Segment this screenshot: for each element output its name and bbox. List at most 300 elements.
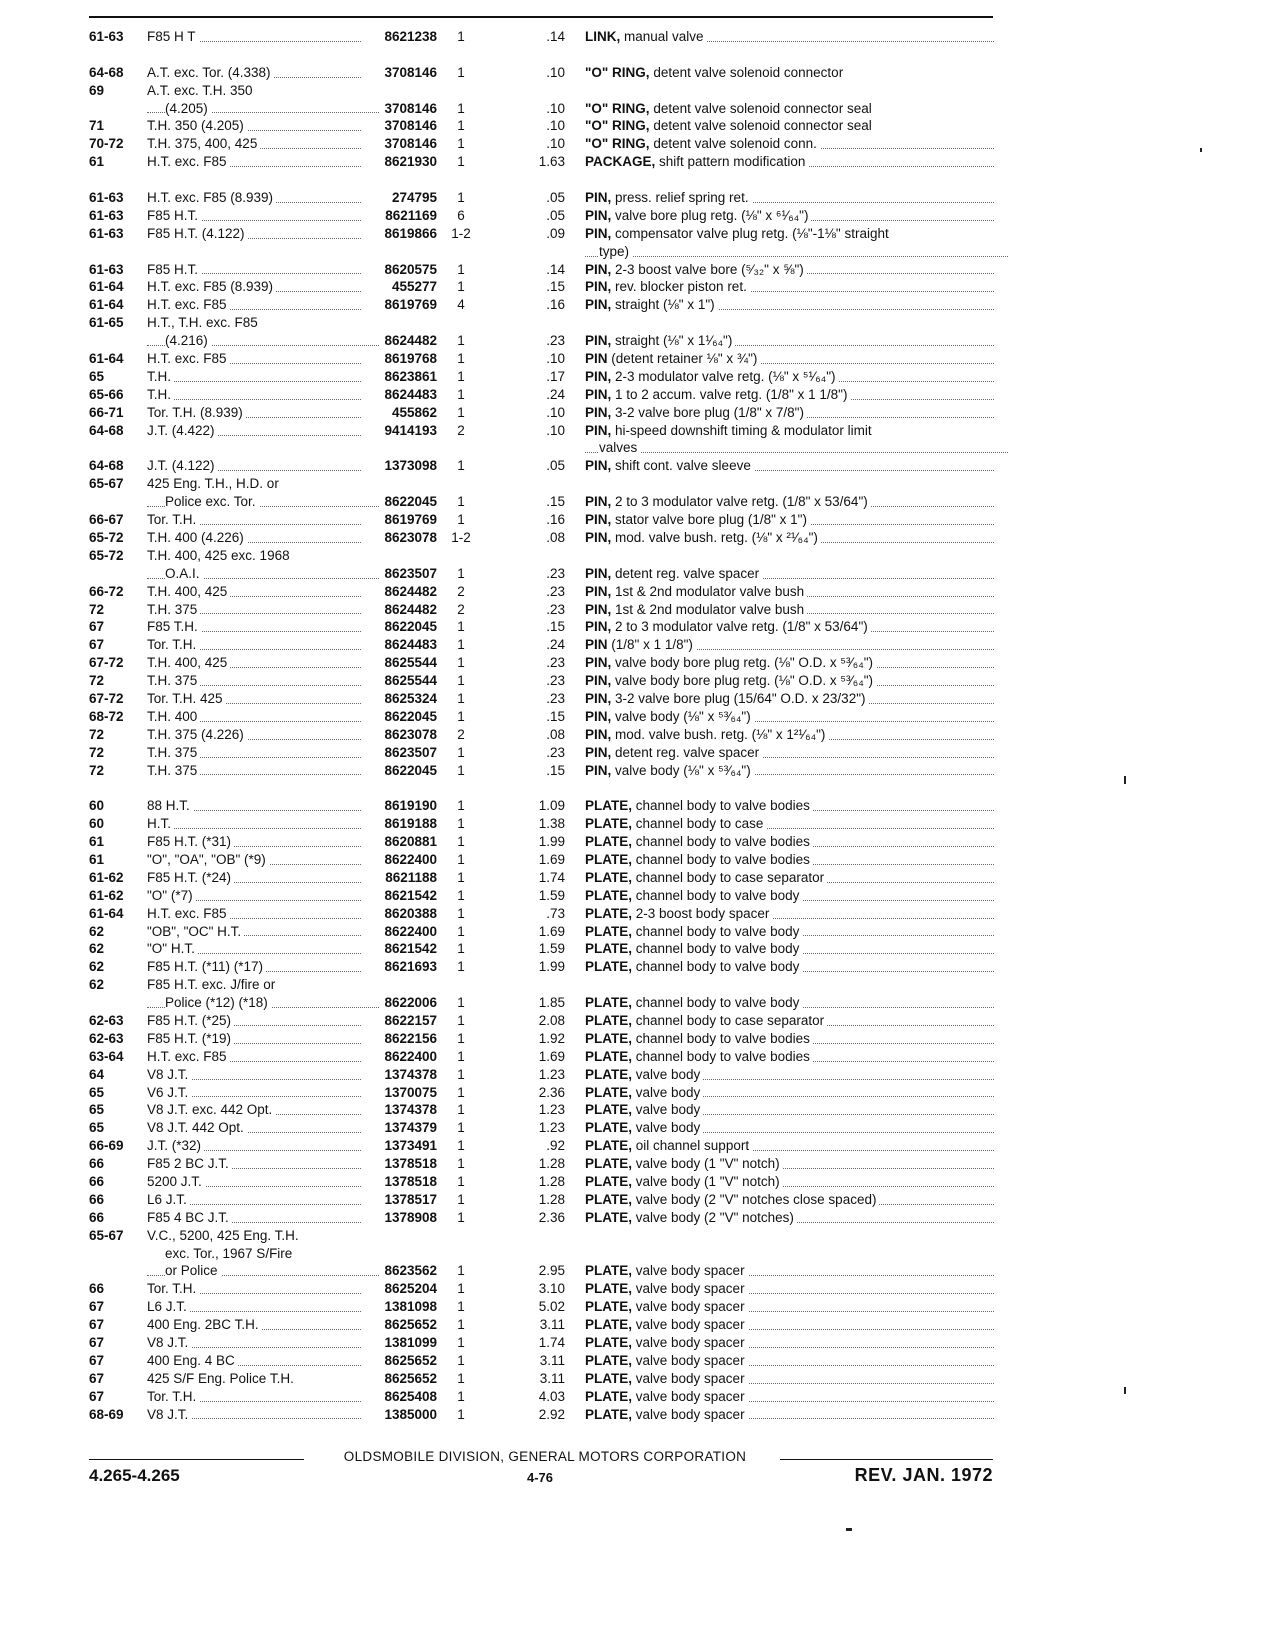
- model-year: 67: [89, 1317, 105, 1333]
- parts-row: [89, 1370, 994, 1388]
- model-year: 61-62: [89, 887, 124, 903]
- application: Police exc. Tor.: [147, 493, 383, 511]
- quantity: 1: [457, 1174, 465, 1189]
- parts-row: [89, 1155, 994, 1173]
- parts-row: [89, 869, 994, 887]
- quantity: 1-2: [451, 529, 471, 545]
- scan-speck: [846, 1528, 852, 1531]
- application: T.H. 400, 425: [147, 583, 365, 601]
- parts-row: [89, 278, 994, 296]
- quantity: 1: [457, 959, 465, 975]
- parts-row: [89, 905, 994, 923]
- quantity: 1: [457, 637, 465, 653]
- footer-section: 4.265-4.265: [89, 1466, 180, 1485]
- parts-row: [89, 636, 994, 654]
- price: 1.92: [538, 1030, 565, 1046]
- quantity: 1: [457, 619, 465, 635]
- parts-row: [89, 1262, 994, 1280]
- model-year: 64-68: [89, 458, 124, 474]
- model-year: 62: [89, 977, 105, 993]
- quantity: 1: [457, 1012, 465, 1028]
- price: 2.08: [538, 1012, 565, 1028]
- parts-row: [89, 314, 994, 332]
- description: PLATE, channel body to valve body: [585, 887, 994, 905]
- model-year: 67: [89, 1370, 105, 1386]
- application: 425 Eng. T.H., H.D. or: [147, 475, 365, 493]
- model-year: 67: [89, 1388, 105, 1404]
- description: PIN, valve body bore plug retg. (⅛" O.D. x ⁵³⁄₆₄"): [585, 654, 994, 672]
- model-year: 62: [89, 959, 105, 975]
- part-number: 8622400: [384, 923, 437, 939]
- parts-row: [89, 1173, 994, 1191]
- quantity: 1: [457, 1138, 465, 1154]
- part-number: 8621169: [385, 207, 437, 223]
- quantity: 1: [457, 1156, 465, 1172]
- model-year: 66: [89, 1156, 105, 1172]
- price: 5.02: [538, 1299, 565, 1315]
- application: V.C., 5200, 425 Eng. T.H.: [147, 1227, 365, 1245]
- parts-row: [89, 457, 994, 475]
- part-number: 8624482: [384, 333, 437, 349]
- price: 1.74: [538, 869, 565, 885]
- parts-row: [89, 1191, 994, 1209]
- part-number: 3708146: [384, 118, 437, 134]
- application: F85 2 BC J.T.: [147, 1155, 365, 1173]
- application: F85 H.T. (*24): [147, 869, 365, 887]
- quantity: 2: [457, 726, 465, 742]
- parts-row: [89, 708, 994, 726]
- application: F85 H.T. (*25): [147, 1012, 365, 1030]
- price: 3.11: [539, 1317, 565, 1333]
- description: PIN, 2 to 3 modulator valve retg. (1/8" x 53/64"): [585, 618, 994, 636]
- application: T.H.: [147, 386, 365, 404]
- model-year: 61-63: [89, 225, 124, 241]
- part-number: 8619768: [384, 351, 437, 367]
- application: 400 Eng. 2BC T.H.: [147, 1316, 365, 1334]
- parts-row: [89, 296, 994, 314]
- model-year: 65: [89, 1120, 105, 1136]
- description: PLATE, valve body spacer: [585, 1388, 994, 1406]
- description: [585, 82, 994, 100]
- model-year: 67: [89, 637, 105, 653]
- part-number: 8625544: [384, 655, 437, 671]
- parts-row: [89, 565, 994, 583]
- quantity: 1: [457, 744, 465, 760]
- description: PLATE, valve body spacer: [585, 1316, 994, 1334]
- description: PLATE, valve body (1 "V" notch): [585, 1155, 994, 1173]
- application: T.H. 375: [147, 601, 365, 619]
- part-number: 1374379: [384, 1120, 437, 1136]
- parts-row: [89, 100, 994, 118]
- parts-row: [89, 654, 994, 672]
- quantity: 1: [457, 100, 465, 116]
- part-number: 3708146: [384, 64, 437, 80]
- parts-list: [89, 28, 994, 1423]
- model-year: 61-64: [89, 351, 124, 367]
- model-year: 63-64: [89, 1048, 124, 1064]
- description: PLATE, valve body spacer: [585, 1298, 994, 1316]
- price: 1.99: [538, 834, 565, 850]
- parts-row: [89, 368, 994, 386]
- description: PLATE, oil channel support: [585, 1137, 994, 1155]
- part-number: 8619188: [384, 816, 437, 832]
- application: F85 H.T. (*19): [147, 1030, 365, 1048]
- top-rule: [89, 16, 993, 18]
- description: PLATE, channel body to valve body: [585, 958, 994, 976]
- part-number: 8624483: [384, 386, 437, 402]
- application: F85 H.T. (*31): [147, 833, 365, 851]
- description: PIN, 1st & 2nd modulator valve bush: [585, 601, 994, 619]
- price: .08: [546, 529, 565, 545]
- model-year: 62-63: [89, 1030, 124, 1046]
- model-year: 65-72: [89, 529, 124, 545]
- application: Tor. T.H.: [147, 1280, 365, 1298]
- parts-row: [89, 976, 994, 994]
- parts-row: [89, 744, 994, 762]
- model-year: 62: [89, 923, 105, 939]
- parts-row: [89, 851, 994, 869]
- description: PIN, shift cont. valve sleeve: [585, 457, 994, 475]
- description: PIN, press. relief spring ret.: [585, 189, 994, 207]
- model-year: 61: [89, 154, 105, 170]
- model-year: 61: [89, 834, 105, 850]
- quantity: 6: [457, 207, 465, 223]
- price: 3.10: [538, 1281, 565, 1297]
- model-year: 61-65: [89, 315, 124, 331]
- parts-row: [89, 207, 994, 225]
- description: [585, 475, 994, 493]
- application: F85 T.H.: [147, 618, 365, 636]
- quantity: 1: [457, 1120, 465, 1136]
- part-number: 8619769: [384, 512, 437, 528]
- application: O.A.I.: [147, 565, 383, 583]
- description: PLATE, valve body spacer: [585, 1406, 994, 1424]
- price: 1.28: [538, 1174, 565, 1189]
- parts-row: [89, 1406, 994, 1424]
- application: Tor. T.H.: [147, 511, 365, 529]
- price: 1.69: [538, 923, 565, 939]
- part-number: 455277: [391, 279, 437, 295]
- description: [585, 1245, 994, 1263]
- model-year: 72: [89, 762, 105, 778]
- part-number: 8622045: [384, 708, 437, 724]
- application: (4.205): [147, 100, 383, 118]
- part-number: 8624482: [384, 583, 437, 599]
- description: PIN, valve body bore plug retg. (⅛" O.D. x ⁵³⁄₆₄"): [585, 672, 994, 690]
- model-year: 67: [89, 619, 105, 635]
- description: PLATE, 2-3 boost body spacer: [585, 905, 994, 923]
- description: [585, 314, 994, 332]
- application: T.H. 375 (4.226): [147, 726, 365, 744]
- part-number: 1374378: [384, 1066, 437, 1082]
- price: 2.95: [538, 1263, 565, 1279]
- quantity: 1: [457, 64, 465, 80]
- part-number: 8621930: [384, 154, 437, 170]
- application: Tor. T.H. (8.939): [147, 404, 365, 422]
- application: J.T. (*32): [147, 1137, 365, 1155]
- quantity: 1: [457, 1263, 465, 1279]
- price: 1.63: [538, 154, 565, 170]
- description: PLATE, channel body to valve bodies: [585, 797, 994, 815]
- description: PLATE, valve body spacer: [585, 1280, 994, 1298]
- parts-row: [89, 1245, 994, 1263]
- model-year: 68-72: [89, 708, 124, 724]
- description: "O" RING, detent valve solenoid connector: [585, 64, 994, 82]
- parts-row: [89, 690, 994, 708]
- quantity: 1: [457, 851, 465, 867]
- model-year: 61-64: [89, 297, 124, 313]
- part-number: 8623078: [384, 726, 437, 742]
- parts-row: [89, 135, 994, 153]
- description: PIN, rev. blocker piston ret.: [585, 278, 994, 296]
- model-year: 66-67: [89, 512, 124, 528]
- part-number: 1378517: [384, 1191, 437, 1207]
- parts-row: [89, 1119, 994, 1137]
- application: T.H. 400: [147, 708, 365, 726]
- quantity: 2: [457, 583, 465, 599]
- application: J.T. (4.422): [147, 422, 365, 440]
- description: PLATE, channel body to valve body: [585, 923, 994, 941]
- model-year: 69: [89, 82, 105, 98]
- description: PIN, detent reg. valve spacer: [585, 744, 994, 762]
- application: H.T., T.H. exc. F85: [147, 314, 365, 332]
- price: .23: [546, 673, 565, 689]
- description: PIN, valve body (⅛" x ⁵³⁄₆₄"): [585, 708, 994, 726]
- price: .09: [546, 225, 565, 241]
- part-number: 8620388: [384, 905, 437, 921]
- application: F85 H.T. (4.122): [147, 225, 365, 243]
- part-number: 3708146: [384, 100, 437, 116]
- application: exc. Tor., 1967 S/Fire: [147, 1245, 383, 1263]
- price: .15: [546, 279, 565, 295]
- part-number: 8623078: [384, 529, 437, 545]
- footer-revision: REV. JAN. 1972: [854, 1465, 993, 1485]
- model-year: 67: [89, 1335, 105, 1351]
- price: .16: [546, 512, 565, 528]
- footer-corporation: OLDSMOBILE DIVISION, GENERAL MOTORS CORPORATION: [310, 1449, 780, 1464]
- part-number: 8624483: [384, 637, 437, 653]
- description: PIN (detent retainer ⅛" x ¾"): [585, 350, 994, 368]
- application: F85 H.T. exc. J/fire or: [147, 976, 365, 994]
- application: T.H. 375: [147, 672, 365, 690]
- part-number: 1381099: [384, 1335, 437, 1351]
- description: PACKAGE, shift pattern modification: [585, 153, 994, 171]
- quantity: 1: [457, 458, 465, 474]
- quantity: 2: [457, 601, 465, 617]
- application: or Police: [147, 1262, 383, 1280]
- price: .23: [546, 333, 565, 349]
- description: PLATE, channel body to case separator: [585, 869, 994, 887]
- part-number: 8625544: [384, 673, 437, 689]
- application: H.T. exc. F85: [147, 350, 365, 368]
- row-gap: [89, 171, 994, 189]
- application: Police (*12) (*18): [147, 994, 383, 1012]
- model-year: 65-66: [89, 386, 124, 402]
- part-number: 8623562: [384, 1263, 437, 1279]
- application: H.T.: [147, 815, 365, 833]
- model-year: 65-67: [89, 476, 124, 492]
- price: .10: [546, 100, 565, 116]
- parts-row: [89, 1298, 994, 1316]
- parts-row: [89, 422, 994, 440]
- application: "O" H.T.: [147, 940, 365, 958]
- quantity: 2: [457, 422, 465, 438]
- application: T.H. 375: [147, 762, 365, 780]
- model-year: 66-72: [89, 583, 124, 599]
- description: PIN, mod. valve bush. retg. (⅛" x 1²¹⁄₆₄"): [585, 726, 994, 744]
- quantity: 1: [457, 887, 465, 903]
- model-year: 61-63: [89, 261, 124, 277]
- model-year: 72: [89, 673, 105, 689]
- application: V8 J.T.: [147, 1334, 365, 1352]
- parts-row: [89, 82, 994, 100]
- part-number: 8620575: [384, 261, 437, 277]
- model-year: 64: [89, 1066, 105, 1082]
- part-number: 8619769: [384, 297, 437, 313]
- parts-row: [89, 940, 994, 958]
- application: Tor. T.H.: [147, 1388, 365, 1406]
- description: PLATE, valve body: [585, 1101, 994, 1119]
- price: .05: [546, 207, 565, 223]
- description: PIN, detent reg. valve spacer: [585, 565, 994, 583]
- quantity: 1: [457, 655, 465, 671]
- part-number: 1378518: [384, 1174, 437, 1189]
- parts-row: [89, 726, 994, 744]
- quantity: 1: [457, 351, 465, 367]
- description: PLATE, channel body to valve bodies: [585, 833, 994, 851]
- parts-row: [89, 529, 994, 547]
- description: PLATE, valve body (2 "V" notches): [585, 1209, 994, 1227]
- part-number: 9414193: [384, 422, 437, 438]
- parts-row: [89, 923, 994, 941]
- quantity: 1: [457, 708, 465, 724]
- application: T.H. 350 (4.205): [147, 117, 365, 135]
- description: PIN, valve bore plug retg. (⅛" x ⁶¹⁄₆₄"): [585, 207, 994, 225]
- parts-row: [89, 1084, 994, 1102]
- parts-row: [89, 189, 994, 207]
- model-year: 62-63: [89, 1012, 124, 1028]
- application: "OB", "OC" H.T.: [147, 923, 365, 941]
- application: H.T. exc. F85: [147, 1048, 365, 1066]
- model-year: 66: [89, 1281, 105, 1297]
- price: .05: [546, 190, 565, 206]
- application: V6 J.T.: [147, 1084, 365, 1102]
- price: .23: [546, 601, 565, 617]
- price: .14: [546, 29, 565, 44]
- model-year: 65-72: [89, 547, 124, 563]
- parts-row: [89, 404, 994, 422]
- quantity: 1: [457, 494, 465, 510]
- price: .10: [546, 118, 565, 134]
- parts-row: [89, 439, 994, 457]
- price: .10: [546, 136, 565, 152]
- parts-row: [89, 28, 994, 46]
- description: PLATE, channel body to valve bodies: [585, 851, 994, 869]
- quantity: 1: [457, 1335, 465, 1351]
- quantity: 1: [457, 995, 465, 1011]
- parts-row: [89, 386, 994, 404]
- parts-row: [89, 994, 994, 1012]
- quantity: 1: [457, 1209, 465, 1225]
- price: .10: [546, 422, 565, 438]
- description: PIN, stator valve bore plug (1/8" x 1"): [585, 511, 994, 529]
- price: 1.74: [538, 1335, 565, 1351]
- model-year: 70-72: [89, 136, 124, 152]
- quantity: 1: [457, 1406, 465, 1422]
- description: PIN, straight (⅛" x 1¹⁄₆₄"): [585, 332, 994, 350]
- model-year: 61-62: [89, 869, 124, 885]
- parts-row: [89, 583, 994, 601]
- application: H.T. exc. F85: [147, 153, 365, 171]
- quantity: 1: [457, 512, 465, 528]
- parts-row: [89, 601, 994, 619]
- price: 1.38: [538, 816, 565, 832]
- part-number: 8619866: [384, 225, 437, 241]
- quantity: 1: [457, 798, 465, 814]
- application: H.T. exc. F85 (8.939): [147, 189, 365, 207]
- description: valves: [585, 439, 1008, 457]
- part-number: 8621542: [384, 941, 437, 957]
- part-number: 1374378: [384, 1102, 437, 1118]
- quantity: 1: [457, 816, 465, 832]
- application: H.T. exc. F85 (8.939): [147, 278, 365, 296]
- description: PIN, 3-2 valve bore plug (1/8" x 7/8"): [585, 404, 994, 422]
- quantity: 1: [457, 333, 465, 349]
- price: .92: [546, 1138, 565, 1154]
- description: type): [585, 243, 1008, 261]
- price: .05: [546, 458, 565, 474]
- row-gap: [89, 779, 994, 797]
- price: .15: [546, 619, 565, 635]
- quantity: 1: [457, 29, 465, 44]
- quantity: 1: [457, 690, 465, 706]
- parts-row: [89, 1334, 994, 1352]
- model-year: 66: [89, 1209, 105, 1225]
- model-year: 65-67: [89, 1227, 124, 1243]
- parts-row: [89, 547, 994, 565]
- application: Tor. T.H.: [147, 636, 365, 654]
- application: V8 J.T.: [147, 1066, 365, 1084]
- quantity: 1: [457, 154, 465, 170]
- model-year: 60: [89, 798, 105, 814]
- description: PLATE, valve body (1 "V" notch): [585, 1173, 994, 1191]
- quantity: 1: [457, 1030, 465, 1046]
- description: PLATE, valve body: [585, 1066, 994, 1084]
- part-number: 8622157: [384, 1012, 437, 1028]
- parts-row: [89, 225, 994, 243]
- application: (4.216): [147, 332, 383, 350]
- description: PIN (1/8" x 1 1/8"): [585, 636, 994, 654]
- parts-row: [89, 887, 994, 905]
- description: PLATE, valve body: [585, 1119, 994, 1137]
- part-number: 3708146: [384, 136, 437, 152]
- parts-row: [89, 1137, 994, 1155]
- price: 1.59: [538, 887, 565, 903]
- application: A.T. exc. Tor. (4.338): [147, 64, 365, 82]
- quantity: 1: [457, 834, 465, 850]
- parts-row: [89, 117, 994, 135]
- quantity: 1: [457, 1084, 465, 1100]
- part-number: 8622156: [384, 1030, 437, 1046]
- model-year: 60: [89, 816, 105, 832]
- model-year: 68-69: [89, 1406, 124, 1422]
- application: 88 H.T.: [147, 797, 365, 815]
- parts-row: [89, 815, 994, 833]
- part-number: 8620881: [384, 834, 437, 850]
- part-number: 8622006: [384, 995, 437, 1011]
- price: 3.11: [539, 1370, 565, 1386]
- part-number: 8625652: [384, 1317, 437, 1333]
